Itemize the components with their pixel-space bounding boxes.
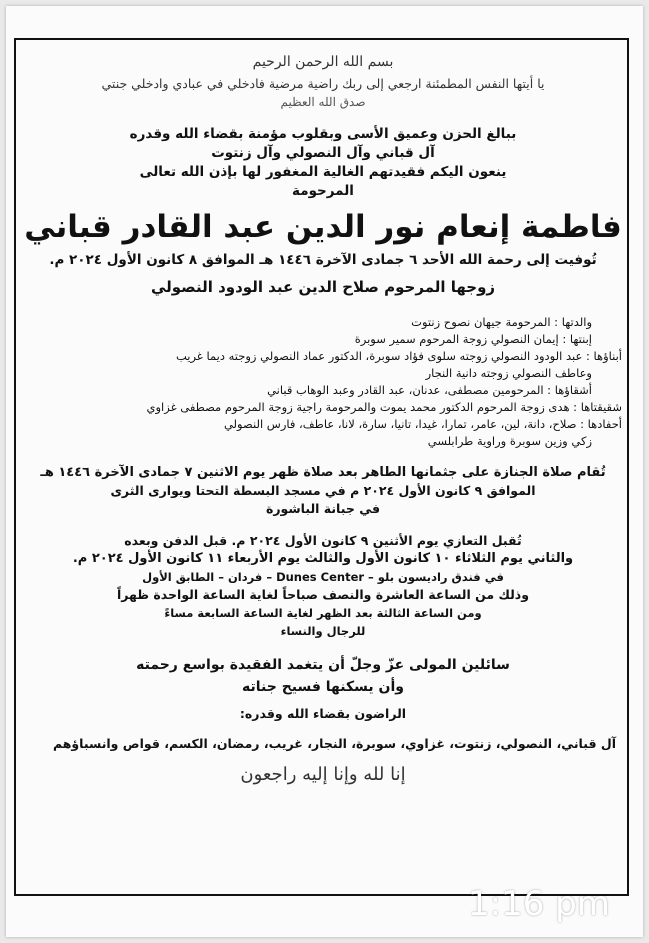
funeral-line: الموافق ٩ كانون الأول ٢٠٢٤ م في مسجد البسطة التحتا ويوارى الثرى	[110, 483, 536, 498]
prayer-line: وأن يسكنها فسيح جناته	[242, 679, 404, 695]
husband-line: زوجها المرحوم صلاح الدين عبد الودود النصولي	[150, 278, 496, 296]
funeral-section	[24, 464, 622, 518]
funeral-line: في جبانة الباشورة	[265, 501, 381, 516]
status-time: 1:16 pm	[468, 884, 610, 924]
condolence-venue: في فندق راديسون بلو – Dunes Center – فردان – الطابق الأول	[142, 570, 504, 584]
funeral-line: تُقام صلاة الجنازة على جثمانها الطاهر بعد صلاة ظهر يوم الاثنين ٧ جمادى الآخرة ١٤٤٦ هـ	[40, 465, 606, 480]
mourners-label: الراضون بقضاء الله وقدره:	[239, 706, 407, 721]
family-item: أحفادها : صلاح، دانة، لين، عامر، تمارا، غيدا، تانيا، سارة، لانا، عاطف، فارس النصولي	[223, 417, 622, 431]
family-item: أبناؤها : عبد الودود النصولي زوجته سلوى فؤاد سوبرة، الدكتور عماد النصولي زوجته ديما غريب	[175, 349, 622, 363]
condolence-line: للرجال والنساء	[280, 624, 366, 638]
family-item: والدتها : المرحومة جيهان نصوح زنتوت	[411, 315, 592, 329]
condolences-section	[24, 532, 622, 640]
family-item: شقيقتاها : هدى زوجة المرحوم الدكتور محمد يموت والمرحومة راجية زوجة المرحوم مصطفى غزاوي	[146, 400, 622, 414]
family-item: أشقاؤها : المرحومين مصطفى، عدنان، عبد القادر وعبد الوهاب قباني	[267, 383, 592, 397]
intro-line: ببالغ الحزن وعميق الأسى وبقلوب مؤمنة بقضاء الله وقدره	[129, 126, 517, 142]
condolence-line: وذلك من الساعة العاشرة والنصف صباحاً لغاية الساعة الواحدة ظهراً	[116, 587, 529, 602]
family-item: إبنتها : إيمان النصولي زوجة المرحوم سمير سوبرة	[354, 332, 592, 346]
prayer-section	[24, 654, 622, 698]
closing-verse: إنا لله وإنا إليه راجعون	[240, 763, 406, 785]
mourners-list: آل قباني، النصولي، زنتوت، غزاوي، سوبرة، النجار، غريب، رمضان، الكسم، قواص وانسباؤهم	[52, 735, 616, 751]
family-item: وعاطف النصولي زوجته دانية النجار	[425, 366, 592, 380]
obituary-content	[24, 50, 622, 785]
condolence-line: ومن الساعة الثالثة بعد الظهر لغاية الساعة السابعة مساءً	[164, 606, 482, 620]
death-date: تُوفيت إلى رحمة الله الأحد ٦ جمادى الآخرة ١٤٤٦ هـ الموافق ٨ كانون الأول ٢٠٢٤ م.	[49, 252, 597, 268]
family-list	[24, 314, 622, 450]
family-item: زكي وزين سوبرة وراوية طرابلسي	[427, 434, 592, 448]
intro-line: ينعون اليكم فقيدتهم الغالية المغفور لها بإذن الله تعالى	[139, 164, 507, 180]
sadaq-line: صدق الله العظيم	[280, 95, 366, 109]
intro-almarhuma: المرحومة	[292, 183, 354, 199]
condolence-line: والثاني يوم الثلاثاء ١٠ كانون الأول والثالث يوم الأربعاء ١١ كانون الأول ٢٠٢٤ م.	[72, 551, 574, 566]
condolence-line: تُقبل التعازي يوم الأثنين ٩ كانون الأول ٢٠٢٤ م. قبل الدفن وبعده	[124, 533, 522, 548]
prayer-line: سائلين المولى عزّ وجلّ أن يتغمد الفقيدة بواسع رحمته	[136, 657, 510, 673]
intro-families: آل قباني وآل النصولي وآل زنتوت	[211, 145, 435, 161]
deceased-name: فاطمة إنعام نور الدين عبد القادر قباني	[24, 209, 622, 245]
quran-verse: يا أيتها النفس المطمئنة ارجعي إلى ربك راضية مرضية فادخلي في عبادي وادخلي جنتي	[101, 76, 545, 91]
basmala: بسم الله الرحمن الرحيم	[252, 54, 394, 70]
